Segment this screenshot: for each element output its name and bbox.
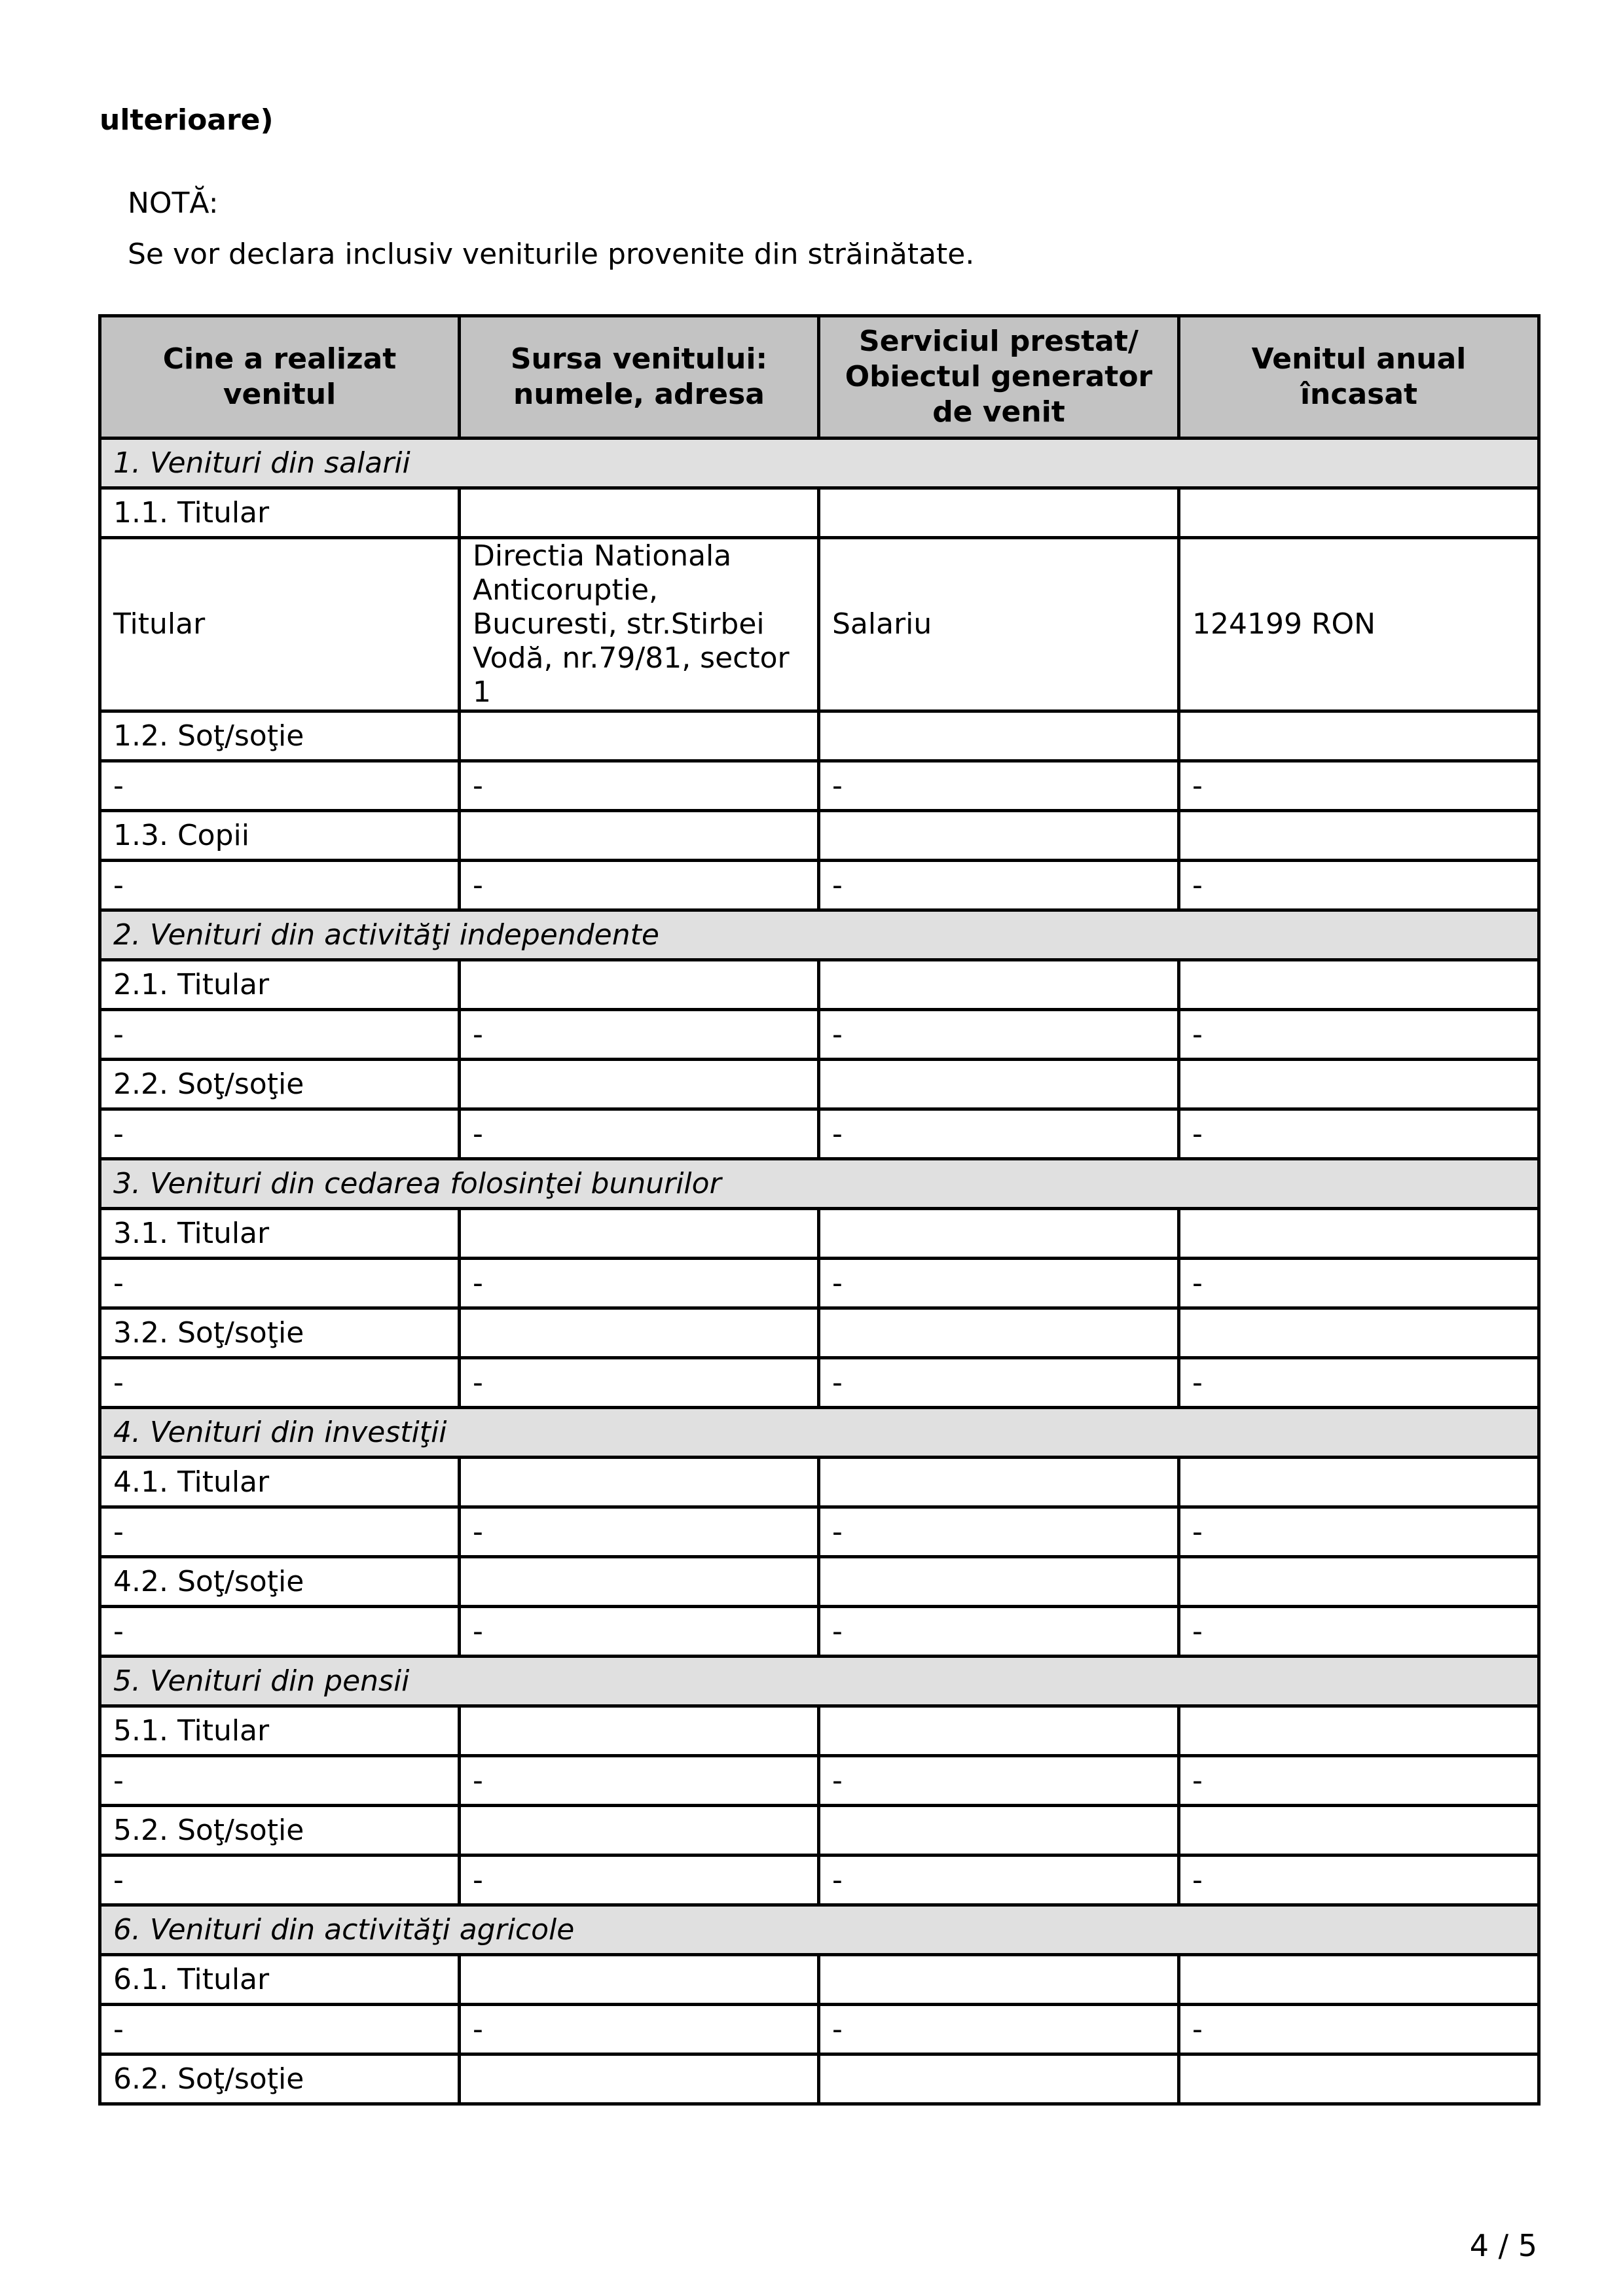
table-cell xyxy=(1179,711,1539,761)
table-cell: 3.1. Titular xyxy=(100,1209,460,1259)
table-cell: - xyxy=(460,861,819,910)
table-cell xyxy=(819,960,1179,1010)
table-cell xyxy=(1179,1060,1539,1109)
table-cell: - xyxy=(1179,1358,1539,1408)
table-cell: - xyxy=(460,1756,819,1806)
note-block xyxy=(128,178,974,280)
section-label: 3. Venituri din cedarea folosinţei bunurilor xyxy=(100,1159,1539,1209)
table-cell: - xyxy=(1179,1010,1539,1060)
table-row xyxy=(100,960,1539,1010)
table-row xyxy=(100,1607,1539,1657)
section-label: 1. Venituri din salarii xyxy=(100,439,1539,488)
table-cell xyxy=(819,1706,1179,1756)
section-row xyxy=(100,439,1539,488)
table-cell xyxy=(1179,1806,1539,1856)
table-cell xyxy=(819,1458,1179,1507)
table-row xyxy=(100,711,1539,761)
header-cell: Cine a realizat venitul xyxy=(100,316,460,439)
table-row xyxy=(100,1756,1539,1806)
table-cell xyxy=(1179,960,1539,1010)
table-cell xyxy=(460,811,819,861)
table-cell: - xyxy=(1179,1756,1539,1806)
continuation-text: ulterioare) xyxy=(100,103,274,137)
table-cell: 1.3. Copii xyxy=(100,811,460,861)
header-cell: Serviciul prestat/ Obiectul generator de venit xyxy=(819,316,1179,439)
table-row xyxy=(100,1557,1539,1607)
table-cell: Directia Nationala Anticoruptie, Bucuresti, str.Stirbei Vodă, nr.79/81, sector 1 xyxy=(460,538,819,711)
table-cell xyxy=(1179,1706,1539,1756)
table-cell xyxy=(1179,1955,1539,2005)
income-table xyxy=(98,314,1541,2106)
header-cell: Venitul anual încasat xyxy=(1179,316,1539,439)
table-cell: - xyxy=(460,1259,819,1308)
table-cell: - xyxy=(100,1358,460,1408)
table-cell: - xyxy=(819,1358,1179,1408)
table-row xyxy=(100,1308,1539,1358)
table-cell: - xyxy=(460,1358,819,1408)
section-label: 5. Venituri din pensii xyxy=(100,1657,1539,1706)
table-cell xyxy=(1179,811,1539,861)
table-row xyxy=(100,1060,1539,1109)
table-cell xyxy=(460,960,819,1010)
table-cell: 3.2. Soţ/soţie xyxy=(100,1308,460,1358)
table-cell: 1.2. Soţ/soţie xyxy=(100,711,460,761)
table-cell: 6.1. Titular xyxy=(100,1955,460,2005)
section-row xyxy=(100,1905,1539,1955)
table-row xyxy=(100,1458,1539,1507)
table-cell: - xyxy=(460,1607,819,1657)
table-row xyxy=(100,538,1539,711)
table-cell xyxy=(1179,1557,1539,1607)
table-cell: - xyxy=(100,1607,460,1657)
table-cell xyxy=(1179,1458,1539,1507)
table-cell xyxy=(819,1308,1179,1358)
table-cell xyxy=(1179,1308,1539,1358)
table-cell: - xyxy=(819,861,1179,910)
table-row xyxy=(100,1209,1539,1259)
table-cell: - xyxy=(100,1259,460,1308)
table-row xyxy=(100,1259,1539,1308)
table-cell: - xyxy=(819,1109,1179,1159)
table-cell: - xyxy=(819,1259,1179,1308)
table-cell: 2.1. Titular xyxy=(100,960,460,1010)
table-cell: - xyxy=(1179,2005,1539,2054)
table-row xyxy=(100,1955,1539,2005)
table-cell: - xyxy=(819,1507,1179,1557)
table-cell xyxy=(1179,488,1539,538)
page-number: 4 / 5 xyxy=(1469,2228,1537,2263)
table-row xyxy=(100,761,1539,811)
table-cell: - xyxy=(1179,761,1539,811)
table-cell: 1.1. Titular xyxy=(100,488,460,538)
table-cell xyxy=(460,1308,819,1358)
table-cell: - xyxy=(460,761,819,811)
table-cell xyxy=(819,1955,1179,2005)
table-cell: - xyxy=(100,861,460,910)
table-cell: - xyxy=(100,1507,460,1557)
table-row xyxy=(100,861,1539,910)
table-cell: - xyxy=(460,1856,819,1905)
table-cell: - xyxy=(460,1010,819,1060)
table-cell xyxy=(819,711,1179,761)
table-cell: - xyxy=(100,2005,460,2054)
table-row xyxy=(100,811,1539,861)
table-cell: 4.1. Titular xyxy=(100,1458,460,1507)
table-cell: 124199 RON xyxy=(1179,538,1539,711)
table-cell: - xyxy=(460,1109,819,1159)
section-label: 6. Venituri din activităţi agricole xyxy=(100,1905,1539,1955)
table-cell: - xyxy=(819,1607,1179,1657)
table-cell: Titular xyxy=(100,538,460,711)
table-cell xyxy=(460,2054,819,2104)
table-cell xyxy=(460,1209,819,1259)
table-row xyxy=(100,1806,1539,1856)
table-cell: 4.2. Soţ/soţie xyxy=(100,1557,460,1607)
table-row xyxy=(100,1856,1539,1905)
table-cell xyxy=(460,1806,819,1856)
table-cell: - xyxy=(460,1507,819,1557)
table-cell xyxy=(460,1955,819,2005)
table-row xyxy=(100,1358,1539,1408)
table-cell: - xyxy=(1179,1507,1539,1557)
section-row xyxy=(100,1657,1539,1706)
table-cell: - xyxy=(100,1010,460,1060)
table-cell: 5.1. Titular xyxy=(100,1706,460,1756)
table-cell: - xyxy=(100,1856,460,1905)
table-cell: - xyxy=(1179,1109,1539,1159)
note-text: Se vor declara inclusiv veniturile provenite din străinătate. xyxy=(128,238,975,271)
table-cell: - xyxy=(1179,1856,1539,1905)
note-heading: NOTĂ: xyxy=(128,187,219,220)
table-cell: Salariu xyxy=(819,538,1179,711)
section-row xyxy=(100,1159,1539,1209)
table-cell: - xyxy=(819,761,1179,811)
table-cell: - xyxy=(1179,1607,1539,1657)
table-cell: - xyxy=(819,1756,1179,1806)
table-row xyxy=(100,1507,1539,1557)
section-label: 2. Venituri din activităţi independente xyxy=(100,910,1539,960)
table-cell xyxy=(819,1209,1179,1259)
table-cell: - xyxy=(819,2005,1179,2054)
table-cell xyxy=(819,1557,1179,1607)
table-cell: - xyxy=(460,2005,819,2054)
table-cell xyxy=(460,1557,819,1607)
table-cell xyxy=(460,1060,819,1109)
table-row xyxy=(100,2054,1539,2104)
table-cell xyxy=(1179,2054,1539,2104)
table-cell xyxy=(1179,1209,1539,1259)
table-cell xyxy=(819,1060,1179,1109)
table-cell xyxy=(460,1458,819,1507)
table-cell xyxy=(819,811,1179,861)
table-header-row xyxy=(100,316,1539,439)
table-cell: - xyxy=(100,1109,460,1159)
section-row xyxy=(100,1408,1539,1458)
table-cell: - xyxy=(1179,1259,1539,1308)
table-row xyxy=(100,1109,1539,1159)
table-row xyxy=(100,1010,1539,1060)
table-cell: - xyxy=(819,1856,1179,1905)
table-cell: - xyxy=(819,1010,1179,1060)
table-cell: - xyxy=(100,761,460,811)
table-cell xyxy=(819,488,1179,538)
table-cell xyxy=(819,1806,1179,1856)
section-row xyxy=(100,910,1539,960)
table-row xyxy=(100,1706,1539,1756)
table-cell xyxy=(819,2054,1179,2104)
table-cell: 6.2. Soţ/soţie xyxy=(100,2054,460,2104)
table-cell xyxy=(460,711,819,761)
table-cell xyxy=(460,1706,819,1756)
table-body xyxy=(100,439,1539,2104)
table-cell: 5.2. Soţ/soţie xyxy=(100,1806,460,1856)
table-row xyxy=(100,2005,1539,2054)
section-label: 4. Venituri din investiţii xyxy=(100,1408,1539,1458)
table-cell xyxy=(460,488,819,538)
table-cell: - xyxy=(100,1756,460,1806)
table-row xyxy=(100,488,1539,538)
table-cell: - xyxy=(1179,861,1539,910)
table-cell: 2.2. Soţ/soţie xyxy=(100,1060,460,1109)
header-cell: Sursa venitului: numele, adresa xyxy=(460,316,819,439)
